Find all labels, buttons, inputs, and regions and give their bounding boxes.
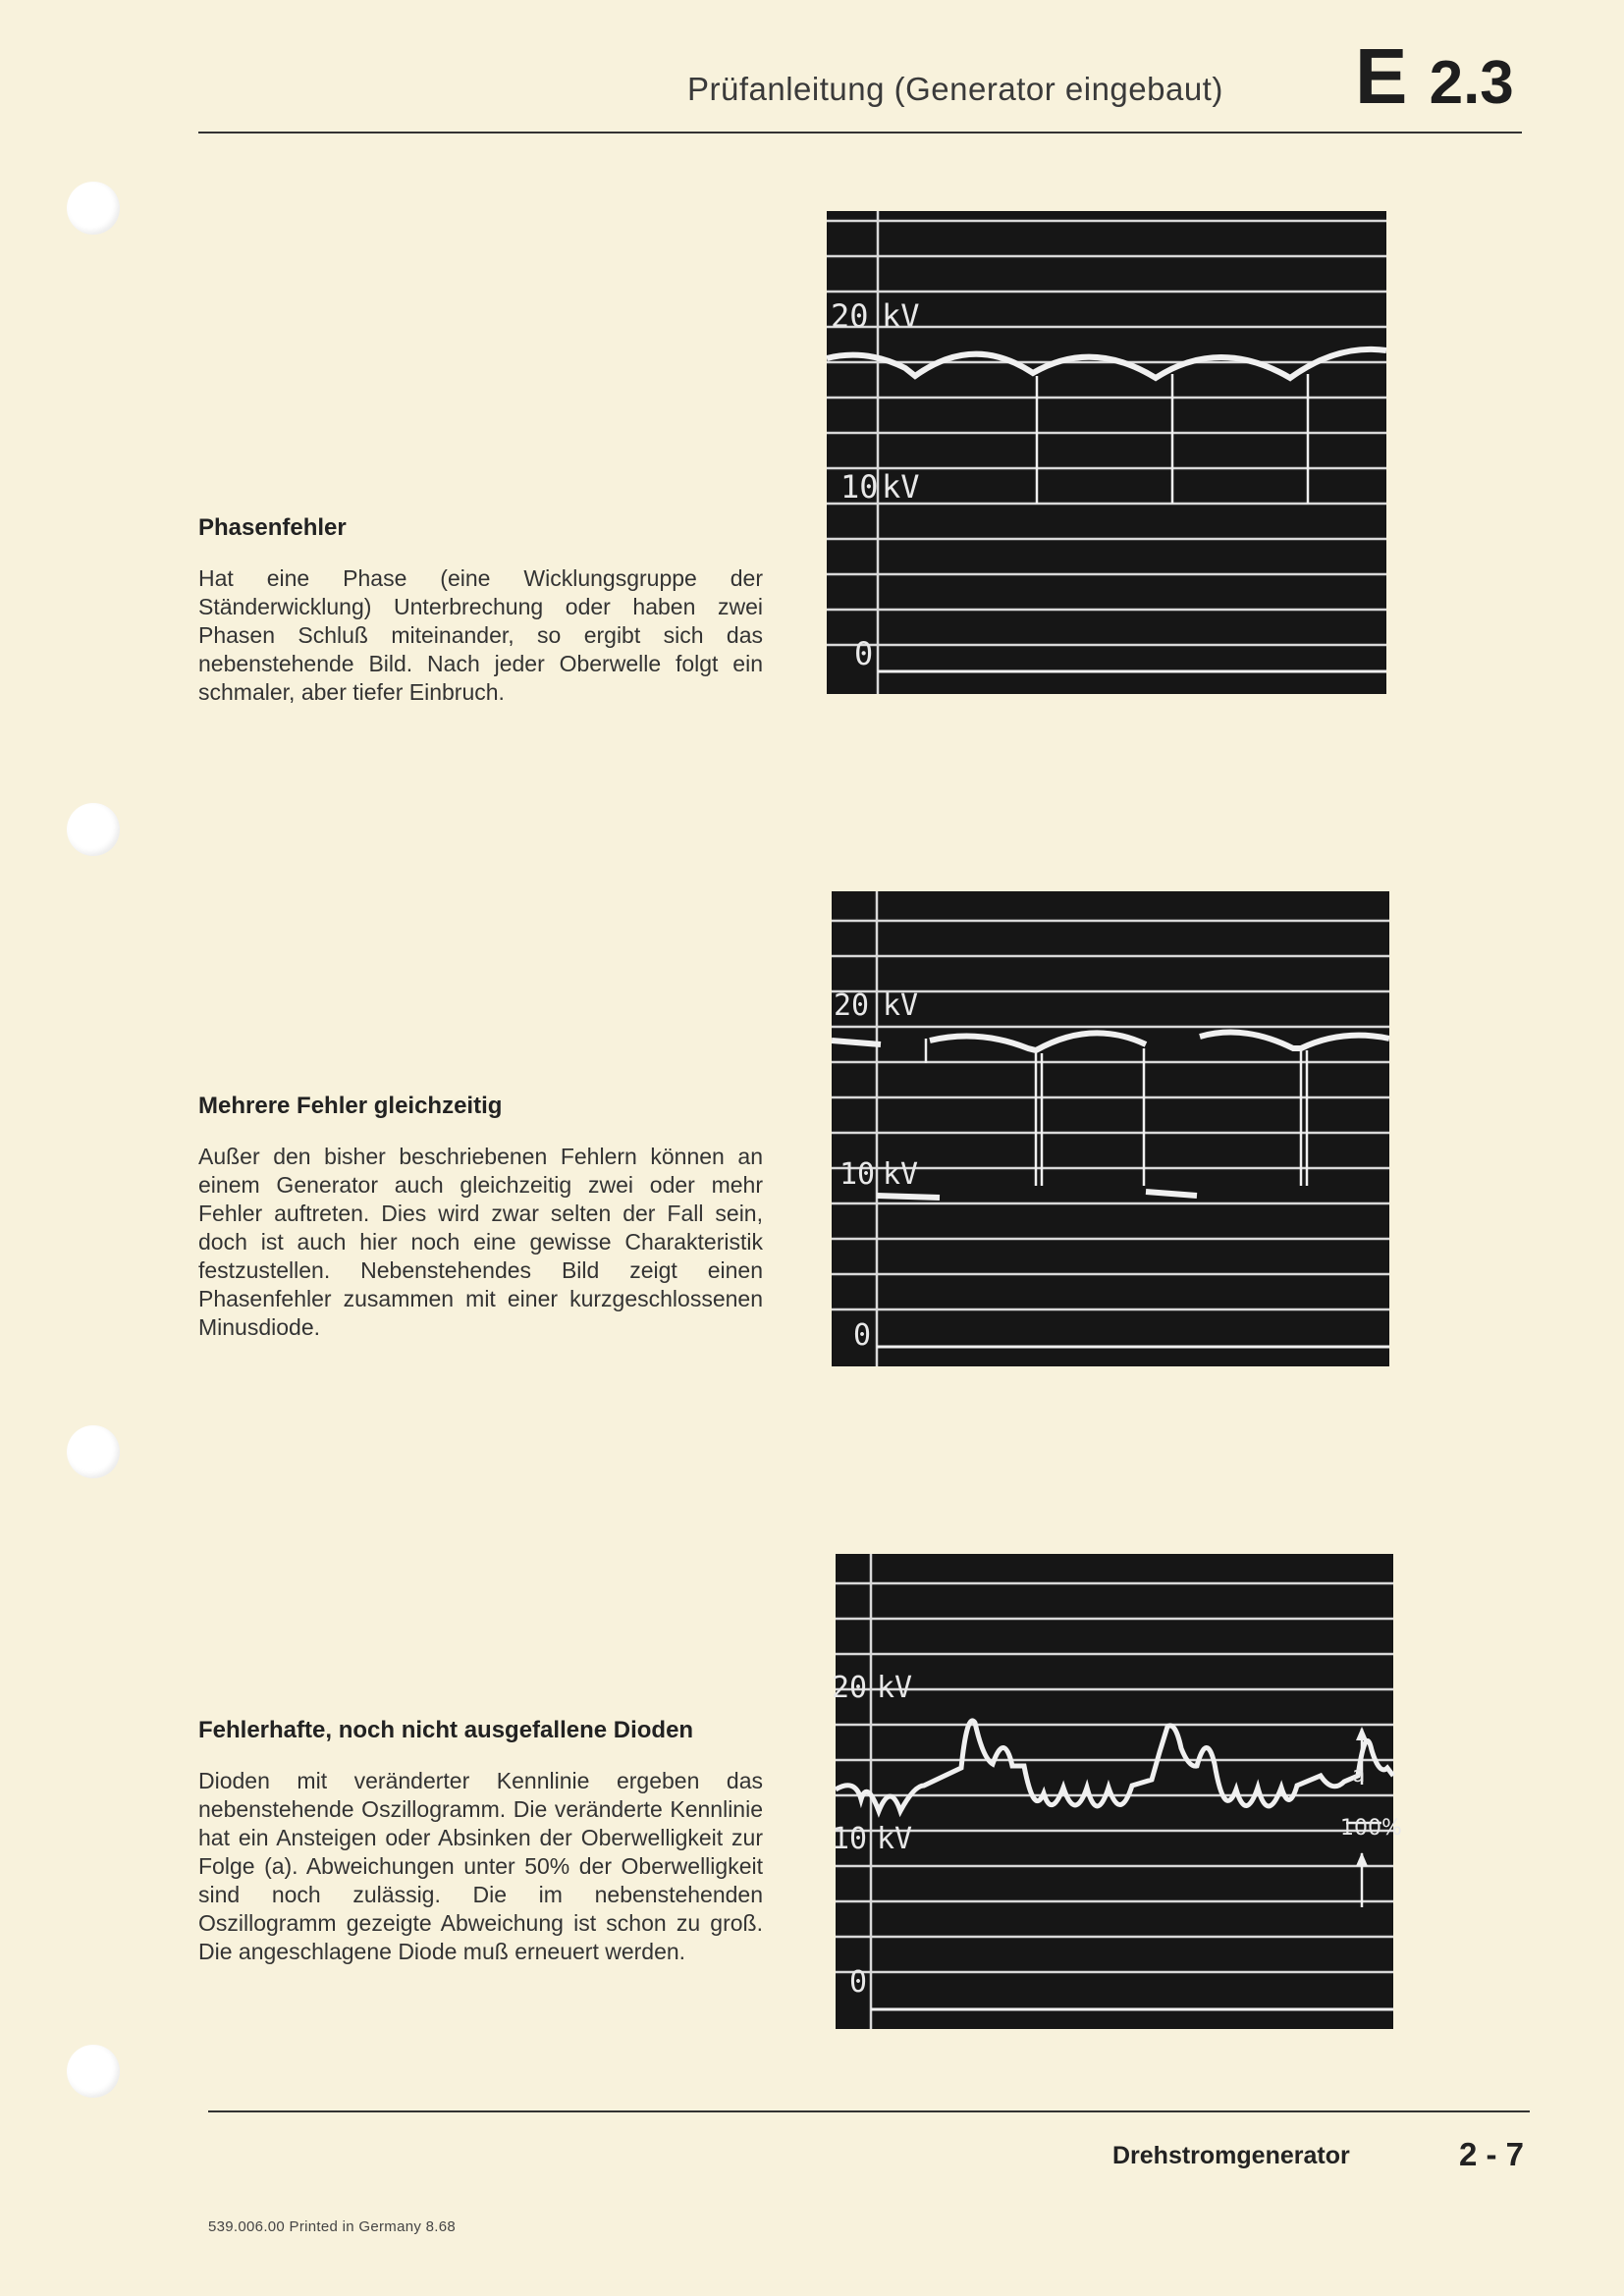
scope-unit-20: kV xyxy=(883,988,919,1023)
annotation-percent: 100% xyxy=(1340,1816,1402,1841)
scope-label-20: 20 xyxy=(832,1671,868,1705)
punch-hole xyxy=(67,182,120,235)
scope-label-10: 10 xyxy=(840,468,879,506)
header-divider xyxy=(198,132,1522,133)
footer-chapter-label: Drehstromgenerator xyxy=(1112,2142,1350,2169)
scope-unit-10: kV xyxy=(883,1157,919,1192)
waveform-dips xyxy=(1037,374,1308,504)
section-number: 2.3 xyxy=(1429,49,1514,117)
scope-unit-10: kV xyxy=(877,1822,913,1856)
scope-unit-20: kV xyxy=(877,1671,913,1705)
scope-label-0: 0 xyxy=(849,1965,868,2000)
print-note: 539.006.00 Printed in Germany 8.68 xyxy=(208,2218,457,2235)
scope-label-20: 20 xyxy=(834,988,870,1023)
waveform-dips xyxy=(926,1039,1307,1186)
page-title: Prüfanleitung (Generator eingebaut) xyxy=(687,71,1223,107)
scope-label-0: 0 xyxy=(853,1318,872,1353)
waveform-trace xyxy=(836,1721,1393,1811)
section-heading: Phasenfehler xyxy=(198,514,347,541)
waveform-short-segment xyxy=(877,1192,1197,1198)
section-heading: Fehlerhafte, noch nicht ausgefallene Dioden xyxy=(198,1717,694,1743)
scope-label-10: 10 xyxy=(839,1157,876,1192)
section-letter: E xyxy=(1355,32,1408,120)
scope-unit-10: kV xyxy=(882,468,920,506)
scope-label-10: 10 xyxy=(832,1822,868,1856)
scope-label-0: 0 xyxy=(854,635,874,672)
section-code xyxy=(1355,32,1514,120)
section-body: Außer den bisher beschriebenen Fehlern können an einem Generator auch gleichzeitig zwei oder mehr Fehler auftreten. Dies wird zwar selten der Fall sein, doch ist auch hier noch eine gewisse Charakteristik festzustellen. Nebenstehendes Bild zeigt einen Phasenfehler zusammen mit einer kurzgeschlossenen Minusdiode. xyxy=(198,1144,763,1340)
oscillogram-phasenfehler xyxy=(827,211,1386,694)
punch-hole xyxy=(67,1425,120,1478)
annotation-a: a xyxy=(1352,1763,1366,1788)
section-phasenfehler xyxy=(198,513,763,707)
section-body: Dioden mit veränderter Kennlinie ergeben das nebenstehende Oszillogramm. Die veränderte Kennlinie hat ein Ansteigen oder Absinken der Oberwelligkeit zur Folge (a). Abweichungen unter 50% der Oberwelligkeit sind noch zulässig. Die im nebenstehenden Oszillogramm gezeigte Abweichung ist schon zu groß. Die angeschlagene Diode muß erneuert werden. xyxy=(198,1768,763,1964)
scope-label-20: 20 xyxy=(831,297,869,335)
page-number: 2 - 7 xyxy=(1459,2136,1525,2172)
oscillogram-fehlerhafte-dioden xyxy=(832,1554,1402,2029)
section-body: Hat eine Phase (eine Wicklungsgruppe der Ständerwicklung) Unterbrechung oder haben zwei Phasen Schluß miteinander, so ergibt sich das nebenstehende Bild. Nach jeder Oberwelle folgt ein schmaler, aber tiefer Einbruch. xyxy=(198,565,763,705)
section-mehrere-fehler xyxy=(198,1092,763,1342)
punch-hole xyxy=(67,2045,120,2098)
waveform-trace xyxy=(827,349,1386,378)
punch-hole xyxy=(67,803,120,856)
waveform-trace xyxy=(832,1033,1389,1050)
scope-unit-20: kV xyxy=(882,297,920,335)
footer-divider xyxy=(208,2110,1530,2112)
oscillogram-mehrere-fehler xyxy=(832,891,1389,1366)
section-fehlerhafte-dioden xyxy=(198,1716,763,1966)
section-heading: Mehrere Fehler gleichzeitig xyxy=(198,1093,503,1119)
